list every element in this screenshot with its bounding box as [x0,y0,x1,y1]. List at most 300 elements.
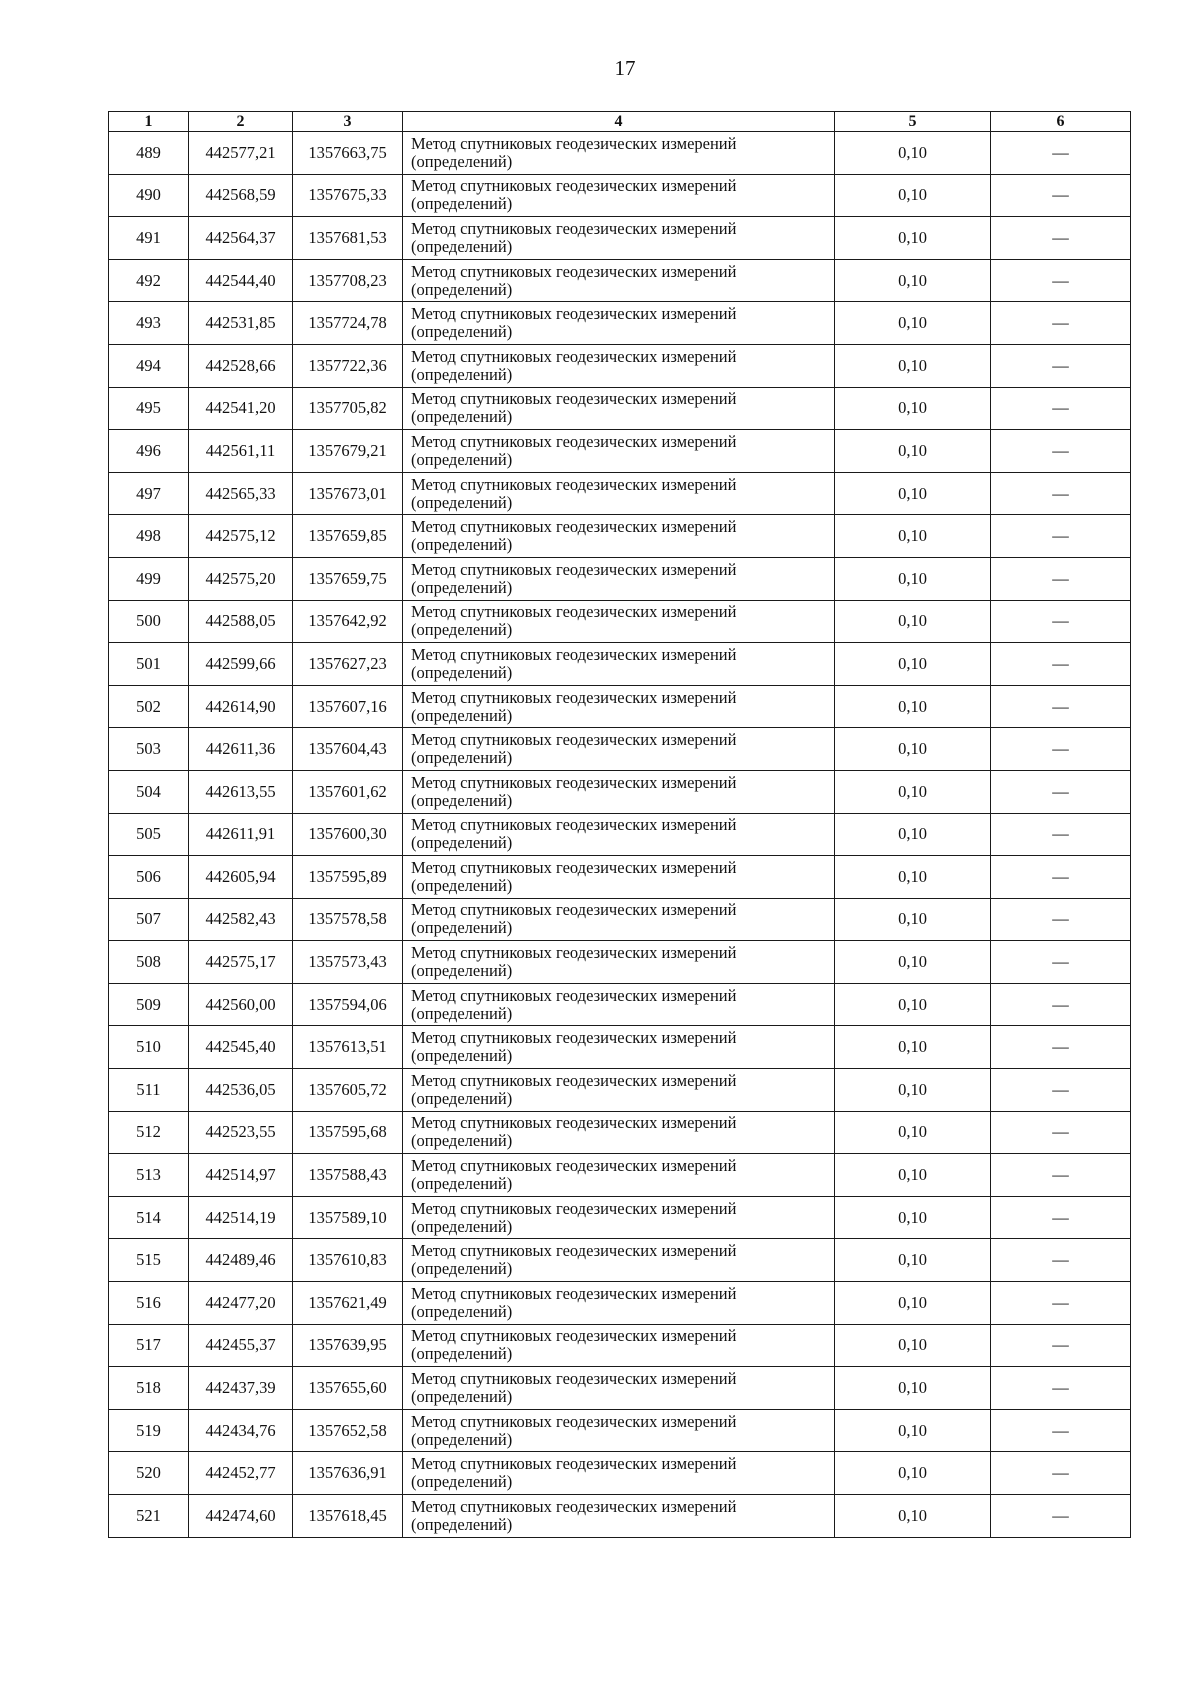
method-text-line2: (определений) [411,662,513,682]
table-row [109,856,1131,899]
x-coordinate-cell: 442575,12 [189,515,293,558]
method-cell [403,856,835,899]
accuracy-cell: 0,10 [835,685,991,728]
point-number-cell: 508 [109,941,189,984]
table-row [109,770,1131,813]
column-header-1: 1 [109,112,189,132]
note-cell: — [991,898,1131,941]
accuracy-cell: 0,10 [835,1111,991,1154]
table-row [109,430,1131,473]
column-header-6: 6 [991,112,1131,132]
method-cell [403,1282,835,1325]
table-row [109,1282,1131,1325]
x-coordinate-cell: 442477,20 [189,1282,293,1325]
note-cell: — [991,217,1131,260]
table-body [109,132,1131,1538]
point-number-cell: 496 [109,430,189,473]
table-row [109,1154,1131,1197]
method-text-line2: (определений) [411,1472,513,1492]
note-cell: — [991,259,1131,302]
y-coordinate-cell: 1357675,33 [293,174,403,217]
table-row [109,217,1131,260]
method-text-line2: (определений) [411,1216,513,1236]
accuracy-cell: 0,10 [835,515,991,558]
x-coordinate-cell: 442613,55 [189,770,293,813]
method-cell [403,132,835,175]
accuracy-cell: 0,10 [835,941,991,984]
method-text-line2: (определений) [411,918,513,938]
method-text-line2: (определений) [411,194,513,214]
table-row [109,685,1131,728]
method-text-line2: (определений) [411,1344,513,1364]
table-row [109,643,1131,686]
y-coordinate-cell: 1357588,43 [293,1154,403,1197]
y-coordinate-cell: 1357595,68 [293,1111,403,1154]
point-number-cell: 497 [109,472,189,515]
method-text-line2: (определений) [411,1429,513,1449]
accuracy-cell: 0,10 [835,983,991,1026]
method-cell [403,1367,835,1410]
method-text-line2: (определений) [411,1088,513,1108]
x-coordinate-cell: 442588,05 [189,600,293,643]
x-coordinate-cell: 442560,00 [189,983,293,1026]
method-text-line2: (определений) [411,364,513,384]
table-row [109,813,1131,856]
point-number-cell: 514 [109,1196,189,1239]
table-row [109,1196,1131,1239]
table-row [109,1324,1131,1367]
method-text-line1: Метод спутниковых геодезических измерений [411,261,737,281]
accuracy-cell: 0,10 [835,643,991,686]
point-number-cell: 491 [109,217,189,260]
note-cell: — [991,600,1131,643]
x-coordinate-cell: 442514,19 [189,1196,293,1239]
table-row [109,259,1131,302]
method-text-line1: Метод спутниковых геодезических измерений [411,772,737,792]
x-coordinate-cell: 442545,40 [189,1026,293,1069]
table-row [109,302,1131,345]
x-coordinate-cell: 442575,20 [189,557,293,600]
point-number-cell: 490 [109,174,189,217]
point-number-cell: 493 [109,302,189,345]
y-coordinate-cell: 1357594,06 [293,983,403,1026]
method-cell [403,1111,835,1154]
method-text-line1: Метод спутниковых геодезических измерений [411,815,737,835]
accuracy-cell: 0,10 [835,132,991,175]
y-coordinate-cell: 1357642,92 [293,600,403,643]
point-number-cell: 501 [109,643,189,686]
x-coordinate-cell: 442452,77 [189,1452,293,1495]
method-text-line2: (определений) [411,748,513,768]
point-number-cell: 512 [109,1111,189,1154]
table-row [109,387,1131,430]
x-coordinate-cell: 442568,59 [189,174,293,217]
method-text-line1: Метод спутниковых геодезических измерений [411,943,737,963]
table-row [109,898,1131,941]
point-number-cell: 503 [109,728,189,771]
table-row [109,941,1131,984]
accuracy-cell: 0,10 [835,1282,991,1325]
method-text-line1: Метод спутниковых геодезических измерений [411,176,737,196]
method-text-line1: Метод спутниковых геодезических измерений [411,1411,737,1431]
y-coordinate-cell: 1357722,36 [293,344,403,387]
method-text-line1: Метод спутниковых геодезических измерений [411,1070,737,1090]
method-text-line2: (определений) [411,535,513,555]
note-cell: — [991,1026,1131,1069]
point-number-cell: 510 [109,1026,189,1069]
y-coordinate-cell: 1357605,72 [293,1069,403,1112]
y-coordinate-cell: 1357627,23 [293,643,403,686]
x-coordinate-cell: 442514,97 [189,1154,293,1197]
x-coordinate-cell: 442577,21 [189,132,293,175]
x-coordinate-cell: 442565,33 [189,472,293,515]
note-cell: — [991,557,1131,600]
method-text-line1: Метод спутниковых геодезических измерений [411,474,737,494]
method-text-line2: (определений) [411,875,513,895]
note-cell: — [991,1282,1131,1325]
accuracy-cell: 0,10 [835,344,991,387]
table-row [109,983,1131,1026]
method-cell [403,898,835,941]
method-text-line2: (определений) [411,1174,513,1194]
accuracy-cell: 0,10 [835,430,991,473]
table-header-row [109,112,1131,132]
accuracy-cell: 0,10 [835,259,991,302]
column-header-2: 2 [189,112,293,132]
accuracy-cell: 0,10 [835,472,991,515]
note-cell: — [991,1196,1131,1239]
method-text-line2: (определений) [411,1301,513,1321]
accuracy-cell: 0,10 [835,1495,991,1538]
method-text-line1: Метод спутниковых геодезических измерений [411,1198,737,1218]
method-text-line1: Метод спутниковых геодезических измерений [411,687,737,707]
accuracy-cell: 0,10 [835,728,991,771]
method-text-line2: (определений) [411,1046,513,1066]
table-row [109,1239,1131,1282]
point-number-cell: 504 [109,770,189,813]
method-text-line2: (определений) [411,1003,513,1023]
method-text-line1: Метод спутниковых геодезических измерений [411,1496,737,1516]
method-cell [403,941,835,984]
table-row [109,472,1131,515]
point-number-cell: 521 [109,1495,189,1538]
table-row [109,1452,1131,1495]
accuracy-cell: 0,10 [835,600,991,643]
note-cell: — [991,174,1131,217]
accuracy-cell: 0,10 [835,387,991,430]
accuracy-cell: 0,10 [835,898,991,941]
method-cell [403,174,835,217]
point-number-cell: 502 [109,685,189,728]
point-number-cell: 505 [109,813,189,856]
point-number-cell: 515 [109,1239,189,1282]
method-text-line1: Метод спутниковых геодезических измерений [411,389,737,409]
method-text-line2: (определений) [411,1131,513,1151]
note-cell: — [991,813,1131,856]
x-coordinate-cell: 442561,11 [189,430,293,473]
method-text-line2: (определений) [411,279,513,299]
point-number-cell: 494 [109,344,189,387]
point-number-cell: 499 [109,557,189,600]
method-text-line1: Метод спутниковых геодезических измерений [411,517,737,537]
method-cell [403,600,835,643]
method-text-line2: (определений) [411,1514,513,1534]
method-text-line2: (определений) [411,449,513,469]
point-number-cell: 520 [109,1452,189,1495]
method-text-line2: (определений) [411,1259,513,1279]
y-coordinate-cell: 1357573,43 [293,941,403,984]
method-cell [403,1239,835,1282]
method-cell [403,1154,835,1197]
x-coordinate-cell: 442599,66 [189,643,293,686]
y-coordinate-cell: 1357595,89 [293,856,403,899]
coordinates-table [108,111,1131,1538]
x-coordinate-cell: 442489,46 [189,1239,293,1282]
y-coordinate-cell: 1357618,45 [293,1495,403,1538]
note-cell: — [991,1239,1131,1282]
table-row [109,1111,1131,1154]
x-coordinate-cell: 442614,90 [189,685,293,728]
method-text-line1: Метод спутниковых геодезических измерений [411,857,737,877]
accuracy-cell: 0,10 [835,557,991,600]
y-coordinate-cell: 1357679,21 [293,430,403,473]
note-cell: — [991,302,1131,345]
y-coordinate-cell: 1357607,16 [293,685,403,728]
method-cell [403,813,835,856]
y-coordinate-cell: 1357673,01 [293,472,403,515]
point-number-cell: 492 [109,259,189,302]
note-cell: — [991,856,1131,899]
y-coordinate-cell: 1357604,43 [293,728,403,771]
x-coordinate-cell: 442455,37 [189,1324,293,1367]
accuracy-cell: 0,10 [835,813,991,856]
column-header-3: 3 [293,112,403,132]
x-coordinate-cell: 442605,94 [189,856,293,899]
method-text-line1: Метод спутниковых геодезических измерений [411,346,737,366]
method-cell [403,344,835,387]
method-cell [403,1452,835,1495]
note-cell: — [991,770,1131,813]
table-row [109,1069,1131,1112]
accuracy-cell: 0,10 [835,770,991,813]
method-cell [403,217,835,260]
accuracy-cell: 0,10 [835,856,991,899]
note-cell: — [991,387,1131,430]
method-cell [403,728,835,771]
method-cell [403,1026,835,1069]
note-cell: — [991,685,1131,728]
method-text-line1: Метод спутниковых геодезических измерений [411,985,737,1005]
y-coordinate-cell: 1357659,75 [293,557,403,600]
point-number-cell: 513 [109,1154,189,1197]
accuracy-cell: 0,10 [835,1026,991,1069]
point-number-cell: 498 [109,515,189,558]
accuracy-cell: 0,10 [835,174,991,217]
y-coordinate-cell: 1357705,82 [293,387,403,430]
x-coordinate-cell: 442541,20 [189,387,293,430]
accuracy-cell: 0,10 [835,1154,991,1197]
point-number-cell: 516 [109,1282,189,1325]
x-coordinate-cell: 442544,40 [189,259,293,302]
method-text-line1: Метод спутниковых геодезических измерений [411,602,737,622]
note-cell: — [991,1409,1131,1452]
accuracy-cell: 0,10 [835,1324,991,1367]
accuracy-cell: 0,10 [835,1367,991,1410]
note-cell: — [991,1111,1131,1154]
method-cell [403,430,835,473]
point-number-cell: 495 [109,387,189,430]
point-number-cell: 509 [109,983,189,1026]
x-coordinate-cell: 442531,85 [189,302,293,345]
table-row [109,600,1131,643]
note-cell: — [991,941,1131,984]
x-coordinate-cell: 442474,60 [189,1495,293,1538]
table-row [109,1409,1131,1452]
accuracy-cell: 0,10 [835,1196,991,1239]
method-text-line1: Метод спутниковых геодезических измерений [411,1454,737,1474]
method-text-line2: (определений) [411,961,513,981]
y-coordinate-cell: 1357724,78 [293,302,403,345]
method-text-line1: Метод спутниковых геодезических измерений [411,1028,737,1048]
method-text-line2: (определений) [411,236,513,256]
x-coordinate-cell: 442611,36 [189,728,293,771]
method-text-line1: Метод спутниковых геодезических измерений [411,133,737,153]
x-coordinate-cell: 442434,76 [189,1409,293,1452]
accuracy-cell: 0,10 [835,217,991,260]
y-coordinate-cell: 1357613,51 [293,1026,403,1069]
method-text-line1: Метод спутниковых геодезических измерений [411,1156,737,1176]
point-number-cell: 507 [109,898,189,941]
method-cell [403,259,835,302]
method-text-line2: (определений) [411,407,513,427]
method-cell [403,1324,835,1367]
note-cell: — [991,1452,1131,1495]
note-cell: — [991,515,1131,558]
y-coordinate-cell: 1357681,53 [293,217,403,260]
table-row [109,174,1131,217]
method-text-line2: (определений) [411,151,513,171]
note-cell: — [991,643,1131,686]
method-text-line1: Метод спутниковых геодезических измерений [411,644,737,664]
table-row [109,132,1131,175]
x-coordinate-cell: 442536,05 [189,1069,293,1112]
column-header-4: 4 [403,112,835,132]
method-cell [403,983,835,1026]
method-text-line1: Метод спутниковых геодезических измерений [411,1369,737,1389]
y-coordinate-cell: 1357663,75 [293,132,403,175]
y-coordinate-cell: 1357655,60 [293,1367,403,1410]
method-cell [403,643,835,686]
table-row [109,1495,1131,1538]
table-row [109,344,1131,387]
note-cell: — [991,1367,1131,1410]
x-coordinate-cell: 442564,37 [189,217,293,260]
point-number-cell: 517 [109,1324,189,1367]
y-coordinate-cell: 1357589,10 [293,1196,403,1239]
method-text-line2: (определений) [411,705,513,725]
point-number-cell: 489 [109,132,189,175]
table-row [109,557,1131,600]
method-text-line1: Метод спутниковых геодезических измерений [411,559,737,579]
note-cell: — [991,983,1131,1026]
y-coordinate-cell: 1357600,30 [293,813,403,856]
method-cell [403,472,835,515]
y-coordinate-cell: 1357578,58 [293,898,403,941]
note-cell: — [991,344,1131,387]
method-cell [403,1196,835,1239]
point-number-cell: 500 [109,600,189,643]
note-cell: — [991,728,1131,771]
point-number-cell: 518 [109,1367,189,1410]
point-number-cell: 519 [109,1409,189,1452]
y-coordinate-cell: 1357621,49 [293,1282,403,1325]
method-cell [403,1495,835,1538]
method-text-line2: (определений) [411,492,513,512]
x-coordinate-cell: 442582,43 [189,898,293,941]
y-coordinate-cell: 1357636,91 [293,1452,403,1495]
x-coordinate-cell: 442611,91 [189,813,293,856]
accuracy-cell: 0,10 [835,302,991,345]
note-cell: — [991,1069,1131,1112]
column-header-5: 5 [835,112,991,132]
method-text-line2: (определений) [411,1387,513,1407]
table-row [109,728,1131,771]
accuracy-cell: 0,10 [835,1452,991,1495]
method-text-line1: Метод спутниковых геодезических измерений [411,1283,737,1303]
table-row [109,1367,1131,1410]
method-cell [403,302,835,345]
method-text-line1: Метод спутниковых геодезических измерений [411,304,737,324]
page-number: 17 [614,56,636,80]
note-cell: — [991,132,1131,175]
note-cell: — [991,1495,1131,1538]
x-coordinate-cell: 442575,17 [189,941,293,984]
method-text-line1: Метод спутниковых геодезических измерений [411,218,737,238]
note-cell: — [991,430,1131,473]
method-text-line2: (определений) [411,833,513,853]
method-text-line1: Метод спутниковых геодезических измерений [411,1326,737,1346]
method-cell [403,770,835,813]
method-cell [403,685,835,728]
method-cell [403,557,835,600]
y-coordinate-cell: 1357601,62 [293,770,403,813]
note-cell: — [991,1154,1131,1197]
method-cell [403,1069,835,1112]
point-number-cell: 511 [109,1069,189,1112]
method-cell [403,387,835,430]
y-coordinate-cell: 1357708,23 [293,259,403,302]
y-coordinate-cell: 1357639,95 [293,1324,403,1367]
method-text-line1: Метод спутниковых геодезических измерений [411,1113,737,1133]
y-coordinate-cell: 1357652,58 [293,1409,403,1452]
table-row [109,515,1131,558]
y-coordinate-cell: 1357659,85 [293,515,403,558]
accuracy-cell: 0,10 [835,1069,991,1112]
table-row [109,1026,1131,1069]
accuracy-cell: 0,10 [835,1409,991,1452]
method-cell [403,515,835,558]
x-coordinate-cell: 442437,39 [189,1367,293,1410]
method-cell [403,1409,835,1452]
method-text-line2: (определений) [411,577,513,597]
method-text-line2: (определений) [411,322,513,342]
note-cell: — [991,1324,1131,1367]
method-text-line1: Метод спутниковых геодезических измерений [411,730,737,750]
point-number-cell: 506 [109,856,189,899]
method-text-line1: Метод спутниковых геодезических измерений [411,431,737,451]
method-text-line2: (определений) [411,790,513,810]
method-text-line1: Метод спутниковых геодезических измерений [411,900,737,920]
